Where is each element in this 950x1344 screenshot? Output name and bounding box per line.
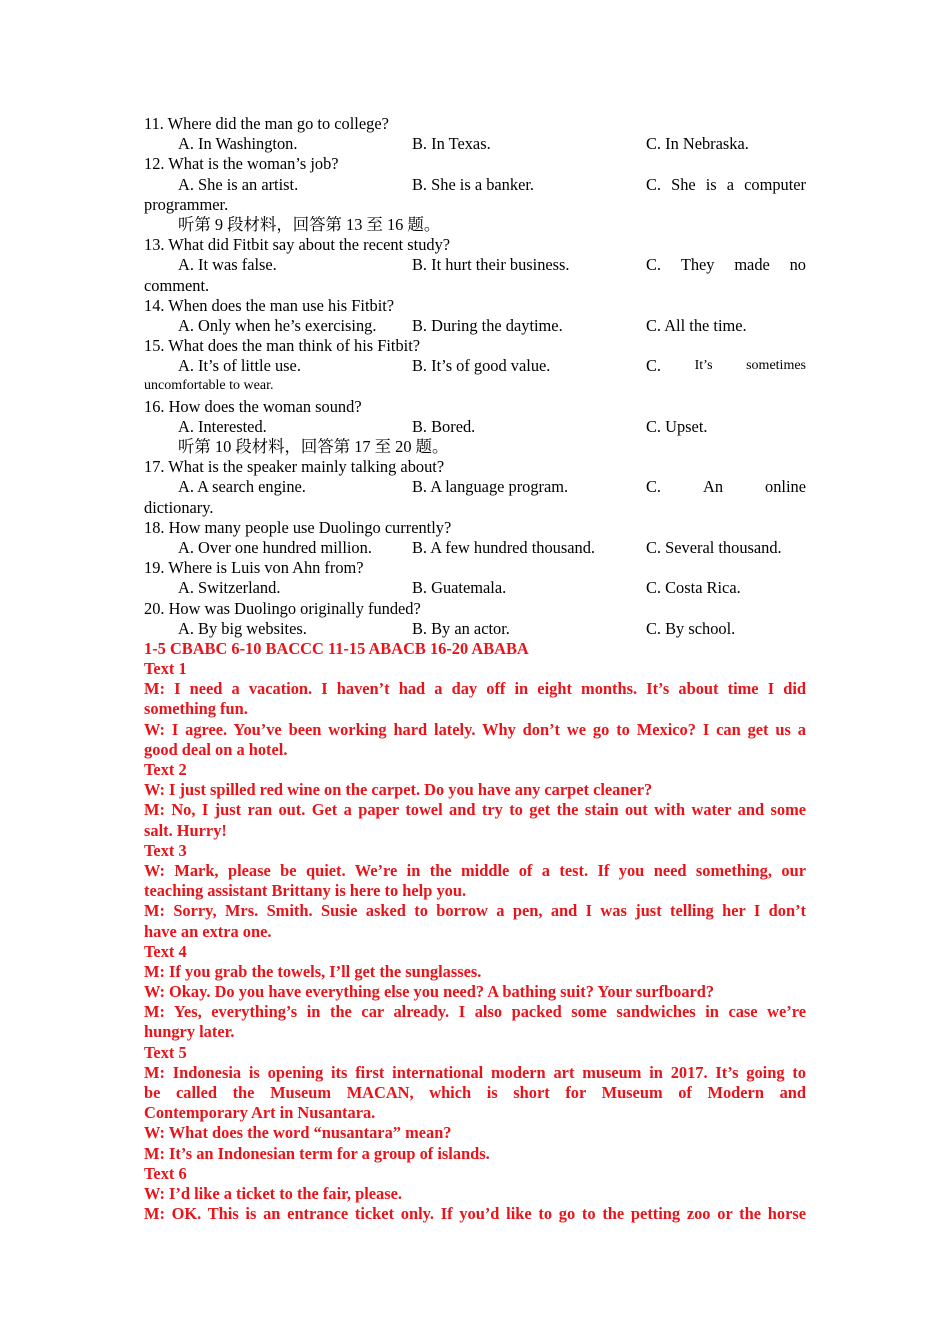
option-a: A. It’s of little use. bbox=[178, 356, 301, 376]
option-c-word: is bbox=[705, 174, 717, 194]
option-a: A. Over one hundred million. bbox=[178, 537, 372, 557]
option-c-word: They bbox=[680, 255, 715, 275]
transcript-line: salt. Hurry! bbox=[144, 820, 227, 840]
option-c-word: made bbox=[734, 255, 770, 275]
answer-options-row bbox=[144, 619, 806, 639]
answer-options-row bbox=[144, 538, 806, 558]
section-instruction: 听第 10 段材料，回答第 17 至 20 题。 bbox=[178, 437, 449, 456]
transcript-line: M: Indonesia is opening its first international modern art museum in 2017. It’s going to bbox=[144, 1062, 806, 1082]
transcript-line: W: Mark, please be quiet. We’re in the middle of a test. If you need something, our bbox=[144, 860, 806, 880]
transcript-line: something fun. bbox=[144, 699, 248, 719]
question-stem: 17. What is the speaker mainly talking about? bbox=[144, 457, 445, 477]
option-c: C. In Nebraska. bbox=[646, 134, 749, 154]
transcript-line: W: What does the word “nusantara” mean? bbox=[144, 1123, 452, 1143]
answer-key: 1-5 CBABC 6-10 BACCC 11-15 ABACB 16-20 ABABA bbox=[144, 638, 529, 658]
transcript-line: W: I just spilled red wine on the carpet. Do you have any carpet cleaner? bbox=[144, 780, 653, 800]
option-a: A. A search engine. bbox=[178, 477, 306, 497]
option-c bbox=[646, 175, 806, 195]
answer-options-row bbox=[144, 417, 806, 437]
option-a: A. Interested. bbox=[178, 416, 267, 436]
transcript-line: hungry later. bbox=[144, 1022, 235, 1042]
transcript-line: M: If you grab the towels, I’ll get the sunglasses. bbox=[144, 961, 482, 981]
option-a: A. Switzerland. bbox=[178, 578, 281, 598]
transcript-line: M: I need a vacation. I haven’t had a day off in eight months. It’s about time I did bbox=[144, 679, 806, 699]
transcript-line: W: Okay. Do you have everything else you need? A bathing suit? Your surfboard? bbox=[144, 982, 715, 1002]
transcript-heading: Text 3 bbox=[144, 840, 187, 860]
option-b: B. Guatemala. bbox=[412, 578, 507, 598]
option-c: C. Several thousand. bbox=[646, 537, 782, 557]
question-stem: 11. Where did the man go to college? bbox=[144, 114, 389, 133]
option-c-word: It’s bbox=[694, 358, 713, 374]
question-stem: 14. When does the man use his Fitbit? bbox=[144, 295, 395, 315]
option-b: B. By an actor. bbox=[412, 618, 510, 638]
question-stem: 12. What is the woman’s job? bbox=[144, 154, 339, 174]
transcript-line: have an extra one. bbox=[144, 921, 272, 941]
option-b: B. During the daytime. bbox=[412, 315, 563, 335]
option-b: B. A language program. bbox=[412, 477, 569, 497]
answer-options-row bbox=[144, 356, 806, 376]
option-b: B. It hurt their business. bbox=[412, 255, 570, 275]
option-c: C. All the time. bbox=[646, 315, 747, 335]
transcript-heading: Text 4 bbox=[144, 941, 187, 961]
transcript-heading: Text 6 bbox=[144, 1163, 187, 1183]
option-a: A. It was false. bbox=[178, 255, 277, 275]
option-c bbox=[646, 356, 806, 376]
option-c: C. Costa Rica. bbox=[646, 578, 741, 598]
question-stem: 16. How does the woman sound? bbox=[144, 396, 362, 416]
question-stem: 19. Where is Luis von Ahn from? bbox=[144, 558, 364, 578]
option-a: A. By big websites. bbox=[178, 618, 307, 638]
question-stem: 18. How many people use Duolingo currently? bbox=[144, 517, 452, 537]
option-c-continuation: comment. bbox=[144, 275, 210, 295]
transcript-line: M: OK. This is an entrance ticket only. If you’d like to go to the petting zoo or the horse bbox=[144, 1204, 806, 1224]
transcript-line: M: No, I just ran out. Get a paper towel and try to get the stain out with water and some bbox=[144, 800, 806, 820]
option-c-word: sometimes bbox=[746, 358, 806, 374]
option-b: B. It’s of good value. bbox=[412, 356, 551, 376]
option-c-word: She bbox=[671, 174, 696, 194]
answer-options-row bbox=[144, 578, 806, 598]
transcript-heading: Text 5 bbox=[144, 1042, 187, 1062]
transcript-line: M: Yes, everything’s in the car already. I also packed some sandwiches in case we’re bbox=[144, 1002, 806, 1022]
option-c-word: a bbox=[726, 174, 735, 194]
option-c-word: An bbox=[703, 477, 724, 497]
option-a: A. She is an artist. bbox=[178, 174, 299, 194]
transcript-heading: Text 1 bbox=[144, 659, 187, 679]
option-c-word: C. bbox=[646, 477, 662, 497]
option-c-word: no bbox=[789, 255, 806, 275]
option-c bbox=[646, 477, 806, 497]
transcript-heading: Text 2 bbox=[144, 760, 187, 779]
transcript-line: teaching assistant Brittany is here to help you. bbox=[144, 881, 467, 901]
option-c: C. By school. bbox=[646, 618, 736, 638]
answer-options-row bbox=[144, 255, 806, 275]
option-c-continuation: uncomfortable to wear. bbox=[144, 378, 274, 394]
answer-options-row bbox=[144, 477, 806, 497]
option-c-word: C. bbox=[646, 255, 662, 275]
option-b: B. Bored. bbox=[412, 416, 476, 436]
option-c-continuation: dictionary. bbox=[144, 497, 214, 517]
transcript-line: M: It’s an Indonesian term for a group of islands. bbox=[144, 1143, 490, 1163]
question-stem: 13. What did Fitbit say about the recent study? bbox=[144, 235, 451, 255]
transcript-line: good deal on a hotel. bbox=[144, 739, 288, 759]
option-c-continuation: programmer. bbox=[144, 194, 229, 214]
option-b: B. She is a banker. bbox=[412, 174, 535, 194]
transcript-line: Contemporary Art in Nusantara. bbox=[144, 1103, 376, 1123]
document-page bbox=[144, 114, 806, 1224]
option-c-word: C. bbox=[646, 174, 662, 194]
transcript-line: W: I agree. You’ve been working hard lately. Why don’t we go to Mexico? I can get us a bbox=[144, 719, 806, 739]
option-c-word: computer bbox=[744, 174, 806, 194]
option-a: A. In Washington. bbox=[178, 134, 298, 154]
question-stem: 20. How was Duolingo originally funded? bbox=[144, 598, 421, 618]
transcript-line: W: I’d like a ticket to the fair, please. bbox=[144, 1183, 402, 1203]
option-a: A. Only when he’s exercising. bbox=[178, 315, 377, 335]
option-b: B. In Texas. bbox=[412, 134, 491, 154]
section-instruction: 听第 9 段材料，回答第 13 至 16 题。 bbox=[178, 214, 441, 234]
option-c-word: online bbox=[765, 477, 806, 497]
answer-options-row bbox=[144, 134, 806, 154]
option-c: C. Upset. bbox=[646, 416, 708, 436]
option-b: B. A few hundred thousand. bbox=[412, 537, 596, 557]
question-stem: 15. What does the man think of his Fitbit? bbox=[144, 336, 421, 356]
option-c bbox=[646, 255, 806, 275]
answer-options-row bbox=[144, 316, 806, 336]
transcript-line: be called the Museum MACAN, which is short for Museum of Modern and bbox=[144, 1083, 806, 1102]
transcript-line: M: Sorry, Mrs. Smith. Susie asked to borrow a pen, and I was just telling her I don’t bbox=[144, 901, 806, 921]
answer-options-row bbox=[144, 175, 806, 195]
option-c-word: C. bbox=[646, 356, 662, 376]
